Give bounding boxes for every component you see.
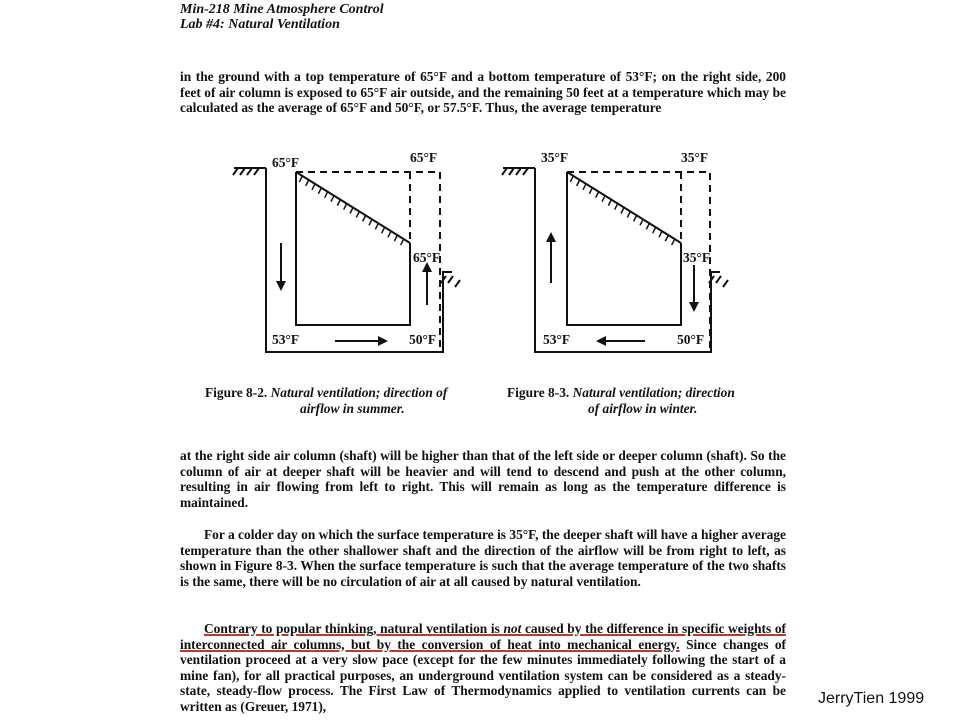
- slope-hatch-mark: [653, 227, 656, 233]
- underlined-statement-part-b: caused by the difference in specific weights of interconnected air columns, but by the conversion of heat into mechanical energy.: [180, 621, 786, 652]
- slope-hatch-mark: [634, 215, 637, 221]
- figure-8-2-caption: [205, 385, 447, 417]
- slope-hatch-mark: [337, 200, 340, 206]
- paragraph-4: [180, 621, 786, 714]
- slope-hatch-mark: [394, 235, 397, 241]
- slope-hatch-mark: [602, 196, 605, 202]
- slope-hatch-mark: [640, 219, 643, 225]
- slope-hatch-mark: [665, 235, 668, 241]
- slope-hatch-mark: [608, 200, 611, 206]
- underlined-statement-part-a: Contrary to popular thinking, natural ventilation is: [204, 621, 504, 636]
- fig1-label-bottom-left: 53°F: [272, 332, 300, 347]
- slope-hatch-mark: [363, 215, 366, 221]
- figure-8-3-caption-number: Figure 8-3.: [507, 385, 570, 400]
- slope-hatch-mark: [375, 223, 378, 229]
- paragraph-2: at the right side air column (shaft) will be higher than that of the left side or deeper column (shaft). So the column of air at deeper shaft will be heavier and will tend to descend and push at the other column, resulting in air flowing from left to right. This will remain as long as the temperature difference is maintained.: [180, 448, 786, 510]
- slope-hatch-mark: [344, 204, 347, 210]
- author-credit: JerryTien 1999: [818, 690, 925, 707]
- slope-hatch-mark: [621, 208, 624, 214]
- slope-hatch-mark: [318, 188, 321, 194]
- slope-hatch-mark: [331, 196, 334, 202]
- slope-hatch-mark: [570, 176, 573, 182]
- slope-hatch-mark: [615, 204, 618, 210]
- fig2-label-mid-right: 35°F: [683, 250, 711, 265]
- intro-paragraph: in the ground with a top temperature of 65°F and a bottom temperature of 53°F; on the right side, 200 feet of air column is exposed to 65°F air outside, and the remaining 50 feet at a temperature which may be calculated as the average of 65°F and 50°F, or 57.5°F. Thus, the average temperature: [180, 69, 786, 115]
- slope-hatch-mark: [369, 219, 372, 225]
- figure-8-2-caption-number: Figure 8-2.: [205, 385, 268, 400]
- figure-8-3-slope-hatch: [570, 176, 674, 245]
- slope-hatch-mark: [312, 184, 315, 190]
- fig2-label-top-right: 35°F: [681, 150, 709, 165]
- figure-8-3-caption-text: Natural ventilation; direction: [572, 385, 735, 400]
- slope-hatch-mark: [672, 239, 675, 245]
- slope-hatch-mark: [583, 184, 586, 190]
- slope-hatch-mark: [350, 208, 353, 214]
- fig1-label-bottom-right: 50°F: [409, 332, 437, 347]
- figure-8-3-arrowheads: [546, 232, 699, 346]
- paragraph-3: For a colder day on which the surface temperature is 35°F, the deeper shaft will have a higher average temperature than the other shallower shaft and the direction of the airflow will be from right to left, as shown in Figure 8-3. When the surface temperature is such that the average temperature of the two shafts is the same, there will be no circulation of air at all caused by natural ventilation.: [180, 527, 786, 589]
- header-lab-title: Lab #4: Natural Ventilation: [180, 17, 340, 32]
- fig1-label-mid-right: 65°F: [413, 250, 441, 265]
- slope-hatch-mark: [401, 239, 404, 245]
- fig2-label-bottom-right: 50°F: [677, 332, 705, 347]
- figure-8-2-caption-text-2: airflow in summer.: [300, 401, 405, 416]
- slope-hatch-mark: [659, 231, 662, 237]
- slope-hatch-mark: [356, 211, 359, 217]
- slope-hatch-mark: [596, 192, 599, 198]
- fig2-label-bottom-left: 53°F: [543, 332, 571, 347]
- underlined-statement-emphasis: not: [503, 621, 522, 636]
- slope-hatch-mark: [589, 188, 592, 194]
- fig2-label-top-left: 35°F: [541, 150, 569, 165]
- slope-hatch-mark: [299, 176, 302, 182]
- slope-hatch-mark: [325, 192, 328, 198]
- paragraph-4-rest: Since changes of ventilation proceed at a very slow pace (except for the few minutes immediately following the start of a mine fan), for all practical purposes, an underground ventilation system can be considered as a steady-state, steady-flow process. The First Law of Thermodynamics applied to ventilation currents can be written as (Greuer, 1971),: [180, 636, 786, 714]
- figure-8-2-caption-text: Natural ventilation; direction of: [270, 385, 448, 400]
- slope-hatch-mark: [646, 223, 649, 229]
- figure-8-3-caption: [507, 385, 735, 417]
- fig1-label-top-left: 65°F: [272, 155, 300, 170]
- slope-hatch-mark: [577, 180, 580, 186]
- slope-hatch-mark: [627, 211, 630, 217]
- fig1-label-top-right: 65°F: [410, 150, 438, 165]
- slope-hatch-mark: [388, 231, 391, 237]
- figure-8-3-caption-text-2: of airflow in winter.: [588, 401, 698, 416]
- header-course-title: Min-218 Mine Atmosphere Control: [180, 2, 384, 17]
- slope-hatch-mark: [382, 227, 385, 233]
- slope-hatch-mark: [306, 180, 309, 186]
- figure-8-2-slope-hatch: [299, 176, 403, 245]
